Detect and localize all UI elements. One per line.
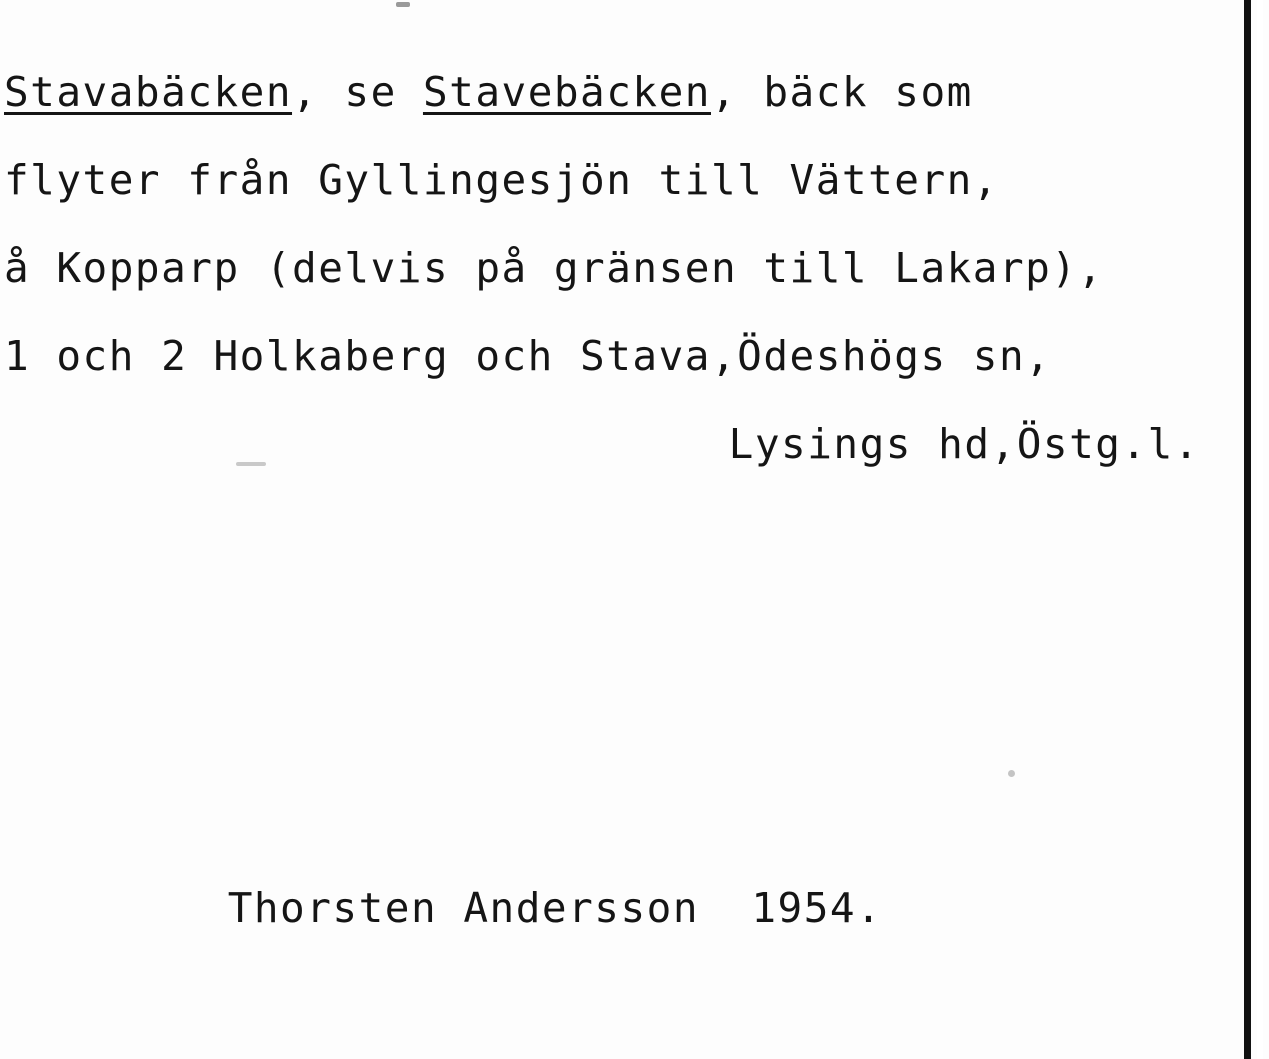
- line-1-connector: , se: [292, 68, 423, 116]
- headword: Stavabäcken: [4, 68, 293, 116]
- line-1-tail: , bäck som: [710, 68, 973, 116]
- cross-reference: Stavebäcken: [422, 68, 711, 116]
- card-line-1: [0, 48, 1240, 136]
- card-line-5: Lysings hd,Östg.l.: [728, 420, 1200, 468]
- card-right-edge: [1244, 0, 1251, 1059]
- scan-artifact-top: [396, 2, 410, 7]
- card-line-2: flyter från Gyllingesjön till Vättern,: [4, 156, 999, 204]
- card-line-3: å Kopparp (delvis på gränsen till Lakarp),: [4, 244, 1104, 292]
- scan-artifact-lower: [1008, 770, 1015, 777]
- card-text-block: [0, 48, 1240, 488]
- signature-line: Thorsten Andersson 1954.: [227, 884, 883, 932]
- card-right-margin: [1257, 0, 1263, 1059]
- card-line-4: 1 och 2 Holkaberg och Stava,Ödeshögs sn,: [4, 332, 1052, 380]
